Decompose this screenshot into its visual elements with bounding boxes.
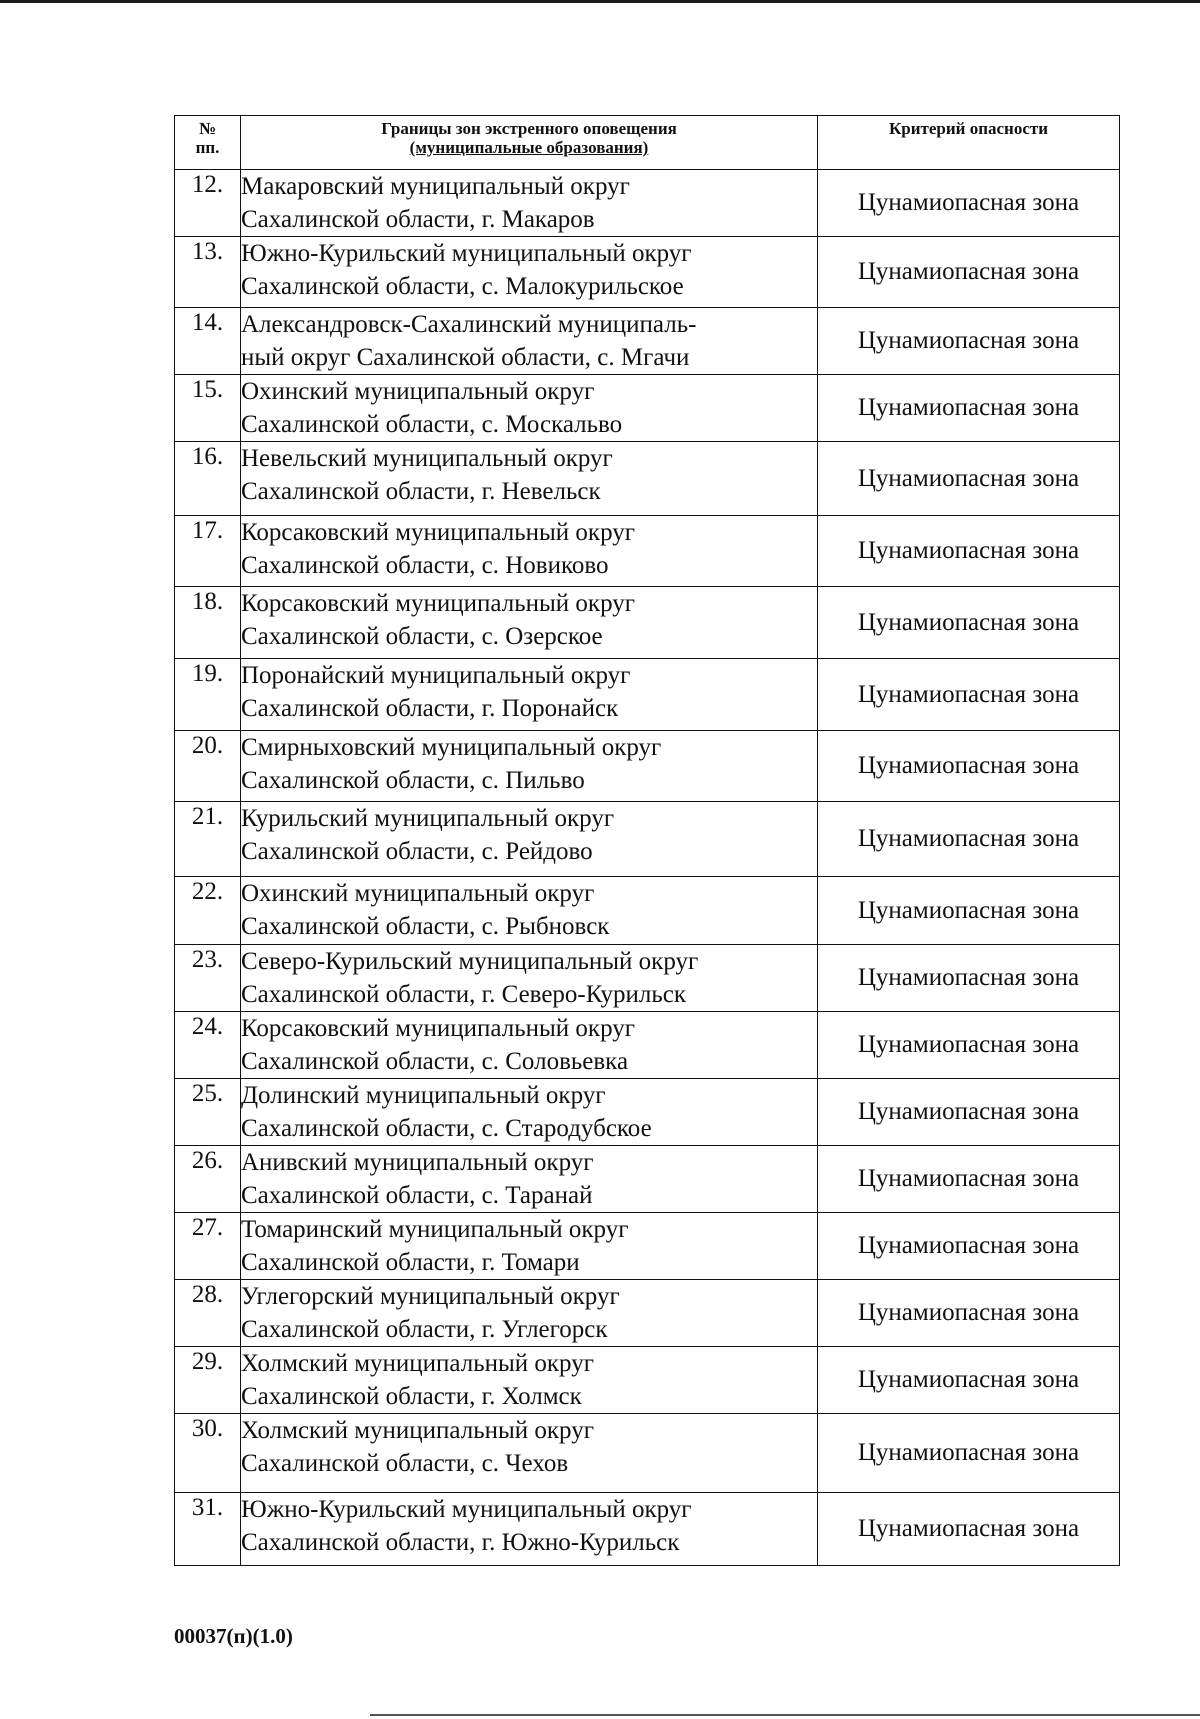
- municipality-line1: Корсаковский муниципальный округ: [241, 519, 635, 546]
- row-number: 19.: [175, 659, 241, 731]
- municipality-line2: Сахалинской области, г. Холмск: [241, 1383, 582, 1410]
- municipality-line1: Холмский муниципальный округ: [241, 1417, 594, 1444]
- row-criterion: Цунамиопасная зона: [818, 442, 1120, 516]
- row-municipality: [241, 308, 818, 375]
- row-municipality: [241, 802, 818, 877]
- row-number: 16.: [175, 442, 241, 516]
- table-row: [175, 1012, 1120, 1079]
- row-number: 27.: [175, 1213, 241, 1280]
- municipality-line2: Сахалинской области, г. Углегорск: [241, 1316, 608, 1343]
- row-municipality: [241, 170, 818, 237]
- header-number-line1: №: [198, 119, 217, 138]
- municipality-line2: Сахалинской области, г. Невельск: [241, 478, 601, 505]
- row-number: 23.: [175, 945, 241, 1012]
- row-municipality: [241, 945, 818, 1012]
- row-number: 18.: [175, 587, 241, 659]
- row-municipality: [241, 1079, 818, 1146]
- row-municipality: [241, 1146, 818, 1213]
- municipality-line2: Сахалинской области, с. Рыбновск: [241, 913, 610, 940]
- row-criterion: Цунамиопасная зона: [818, 308, 1120, 375]
- table-row: [175, 442, 1120, 516]
- municipality-line2: Сахалинской области, г. Макаров: [241, 206, 595, 233]
- table-row: [175, 516, 1120, 587]
- municipality-line2: Сахалинской области, г. Южно-Курильск: [241, 1529, 680, 1556]
- municipality-line2: Сахалинской области, с. Москальво: [241, 411, 623, 438]
- table-row: [175, 1213, 1120, 1280]
- scan-top-edge: [0, 0, 1200, 3]
- row-municipality: [241, 1347, 818, 1414]
- row-number: 26.: [175, 1146, 241, 1213]
- table-row: [175, 375, 1120, 442]
- row-number: 24.: [175, 1012, 241, 1079]
- row-municipality: [241, 1414, 818, 1493]
- municipality-line2: ный округ Сахалинской области, с. Мгачи: [241, 344, 690, 371]
- row-municipality: [241, 659, 818, 731]
- municipality-line1: Александровск-Сахалинский муниципаль-: [241, 311, 697, 338]
- row-municipality: [241, 587, 818, 659]
- row-criterion: Цунамиопасная зона: [818, 1347, 1120, 1414]
- municipality-line2: Сахалинской области, с. Малокурильское: [241, 273, 684, 300]
- row-criterion: Цунамиопасная зона: [818, 945, 1120, 1012]
- table-row: [175, 308, 1120, 375]
- table-row: [175, 1146, 1120, 1213]
- row-number: 31.: [175, 1493, 241, 1566]
- municipality-line1: Охинский муниципальный округ: [241, 880, 595, 907]
- municipality-line1: Корсаковский муниципальный округ: [241, 1015, 635, 1042]
- row-number: 30.: [175, 1414, 241, 1493]
- municipality-line2: Сахалинской области, с. Пильво: [241, 767, 585, 794]
- municipality-line2: Сахалинской области, с. Таранай: [241, 1182, 593, 1209]
- municipality-line1: Южно-Курильский муниципальный округ: [241, 240, 692, 267]
- table-row: [175, 170, 1120, 237]
- table-row: [175, 945, 1120, 1012]
- header-zone-boundaries: [241, 116, 818, 170]
- row-number: 20.: [175, 731, 241, 802]
- row-number: 13.: [175, 237, 241, 308]
- table-body: [175, 170, 1120, 1566]
- table-header-row: [175, 116, 1120, 170]
- table-row: [175, 237, 1120, 308]
- row-number: 29.: [175, 1347, 241, 1414]
- table-row: [175, 731, 1120, 802]
- row-criterion: Цунамиопасная зона: [818, 731, 1120, 802]
- municipality-line1: Корсаковский муниципальный округ: [241, 590, 635, 617]
- municipality-line2: Сахалинской области, с. Новиково: [241, 552, 609, 579]
- table-row: [175, 1079, 1120, 1146]
- zones-table-container: [174, 115, 1119, 1566]
- row-number: 22.: [175, 877, 241, 945]
- row-criterion: Цунамиопасная зона: [818, 1280, 1120, 1347]
- row-criterion: Цунамиопасная зона: [818, 1414, 1120, 1493]
- row-municipality: [241, 731, 818, 802]
- municipality-line2: Сахалинской области, г. Томари: [241, 1249, 580, 1276]
- document-code: 00037(п)(1.0): [174, 1624, 293, 1648]
- municipality-line1: Смирныховский муниципальный округ: [241, 734, 662, 761]
- municipality-line1: Курильский муниципальный округ: [241, 805, 615, 832]
- row-municipality: [241, 1012, 818, 1079]
- row-criterion: Цунамиопасная зона: [818, 1079, 1120, 1146]
- row-municipality: [241, 516, 818, 587]
- table-row: [175, 802, 1120, 877]
- header-number-line2: пп.: [195, 138, 220, 157]
- row-criterion: Цунамиопасная зона: [818, 237, 1120, 308]
- municipality-line1: Макаровский муниципальный округ: [241, 173, 630, 200]
- table-row: [175, 1493, 1120, 1566]
- row-municipality: [241, 375, 818, 442]
- row-criterion: Цунамиопасная зона: [818, 1493, 1120, 1566]
- table-row: [175, 1414, 1120, 1493]
- row-number: 21.: [175, 802, 241, 877]
- table-row: [175, 587, 1120, 659]
- row-number: 15.: [175, 375, 241, 442]
- municipality-line1: Углегорский муниципальный округ: [241, 1283, 620, 1310]
- row-criterion: Цунамиопасная зона: [818, 659, 1120, 731]
- row-criterion: Цунамиопасная зона: [818, 1213, 1120, 1280]
- row-number: 28.: [175, 1280, 241, 1347]
- row-criterion: Цунамиопасная зона: [818, 802, 1120, 877]
- municipality-line2: Сахалинской области, с. Соловьевка: [241, 1048, 629, 1075]
- municipality-line2: Сахалинской области, с. Стародубское: [241, 1115, 652, 1142]
- municipality-line1: Томаринский муниципальный округ: [241, 1216, 629, 1243]
- municipality-line2: Сахалинской области, г. Поронайск: [241, 695, 619, 722]
- row-criterion: Цунамиопасная зона: [818, 516, 1120, 587]
- row-municipality: [241, 877, 818, 945]
- row-municipality: [241, 237, 818, 308]
- row-municipality: [241, 1213, 818, 1280]
- row-municipality: [241, 1493, 818, 1566]
- header-zone-boundaries-line2: (муниципальные образования): [409, 138, 649, 157]
- row-number: 12.: [175, 170, 241, 237]
- row-number: 14.: [175, 308, 241, 375]
- municipality-line1: Холмский муниципальный округ: [241, 1350, 594, 1377]
- municipality-line2: Сахалинской области, с. Рейдово: [241, 838, 593, 865]
- municipality-line2: Сахалинской области, с. Озерское: [241, 623, 603, 650]
- row-criterion: Цунамиопасная зона: [818, 375, 1120, 442]
- table-row: [175, 1280, 1120, 1347]
- municipality-line2: Сахалинской области, с. Чехов: [241, 1450, 569, 1477]
- table-row: [175, 1347, 1120, 1414]
- row-criterion: Цунамиопасная зона: [818, 1146, 1120, 1213]
- row-number: 25.: [175, 1079, 241, 1146]
- header-zone-boundaries-line1: Границы зон экстренного оповещения: [381, 119, 677, 138]
- header-number: [175, 116, 241, 170]
- municipality-line1: Поронайский муниципальный округ: [241, 662, 631, 689]
- row-criterion: Цунамиопасная зона: [818, 170, 1120, 237]
- municipality-line2: Сахалинской области, г. Северо-Курильск: [241, 981, 687, 1008]
- row-criterion: Цунамиопасная зона: [818, 587, 1120, 659]
- alert-zones-table: [174, 115, 1120, 1566]
- municipality-line1: Южно-Курильский муниципальный округ: [241, 1496, 692, 1523]
- table-row: [175, 877, 1120, 945]
- municipality-line1: Долинский муниципальный округ: [241, 1082, 606, 1109]
- header-danger-criterion: Критерий опасности: [818, 116, 1120, 170]
- row-criterion: Цунамиопасная зона: [818, 877, 1120, 945]
- table-row: [175, 659, 1120, 731]
- row-municipality: [241, 442, 818, 516]
- scan-bottom-edge: [370, 1714, 1200, 1716]
- municipality-line1: Охинский муниципальный округ: [241, 378, 595, 405]
- municipality-line1: Анивский муниципальный округ: [241, 1149, 594, 1176]
- municipality-line1: Северо-Курильский муниципальный округ: [241, 948, 699, 975]
- municipality-line1: Невельский муниципальный округ: [241, 445, 613, 472]
- row-criterion: Цунамиопасная зона: [818, 1012, 1120, 1079]
- row-number: 17.: [175, 516, 241, 587]
- row-municipality: [241, 1280, 818, 1347]
